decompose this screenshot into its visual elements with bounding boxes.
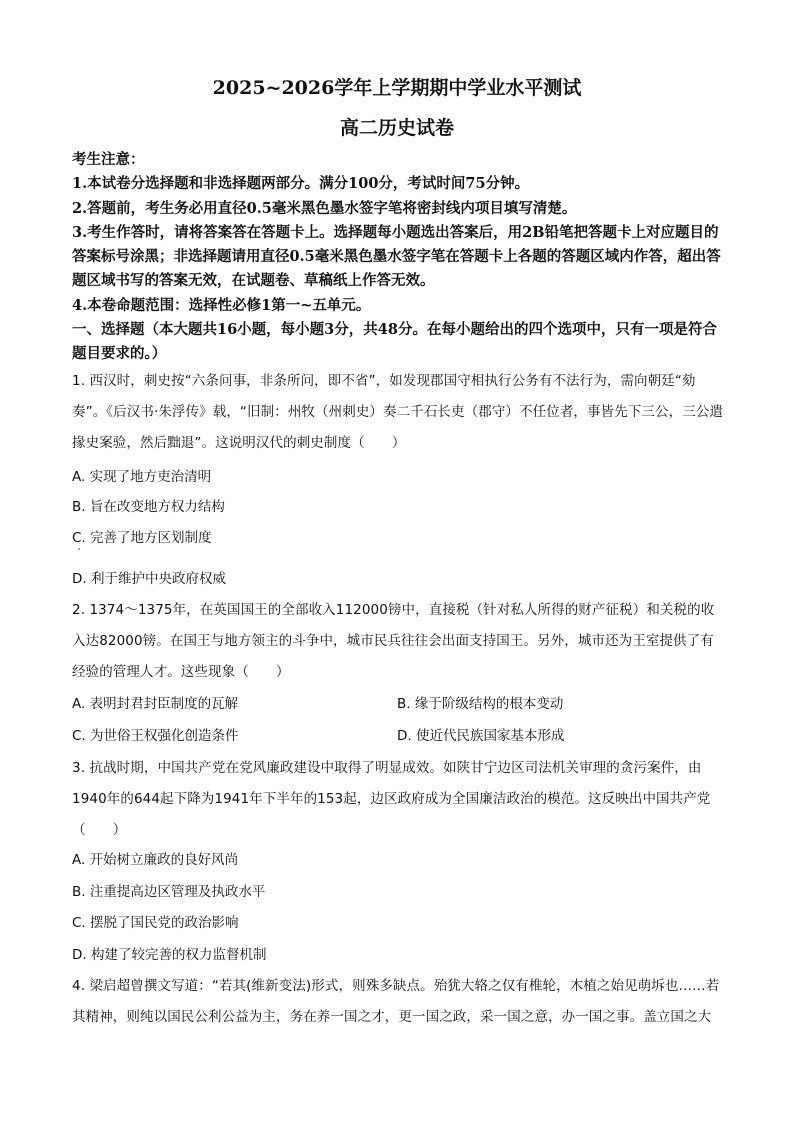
question-2-stem: 2. 1374～1375年，在英国国王的全部收入112000镑中，直接税（针对私人所得的财产征税）和关税的收入达82000镑。在国王与地方领主的斗争中，城市民兵往往会出面支持国王。另外，城市还为王室提供了有经验的管理人才。这些现象（ ） xyxy=(72,602,715,680)
question-3-stem: 3. 抗战时期，中国共产党在党风廉政建设中取得了明显成效。如陕甘宁边区司法机关审理的贪污案件，由1940年的644起下降为1941年下半年的153起，边区政府成为全国廉洁政治的模范。这反映出中国共产党（ ） xyxy=(72,760,711,838)
notes-item: 1.本试卷分选择题和非选择题两部分。满分100分，考试时间75分钟。 xyxy=(72,175,530,193)
notes-heading: 考生注意： xyxy=(72,151,145,168)
question-3-option-a: A. 开始树立廉政的良好风尚 xyxy=(72,852,239,868)
question-2-option-c: C. 为世俗王权强化创造条件 xyxy=(72,728,239,744)
notes-item: 3.考生作答时，请将答案答在答题卡上。选择题每小题选出答案后，用2B铅笔把答题卡上对应题目的答案标号涂黑；非选择题请用直径0.5毫米黑色墨水签字笔在答题卡上各题的答题区域内作答，超出答题区域书写的答案无效，在试题卷、草稿纸上作答无效。 xyxy=(72,223,721,290)
question-2-option-b: B. 缘于阶级结构的根本变动 xyxy=(397,696,564,712)
exam-title: 2025~2026学年上学期期中学业水平测试 xyxy=(212,77,582,99)
question-1-option-a: A. 实现了地方吏治清明 xyxy=(72,469,212,485)
question-2-option-a: A. 表明封君封臣制度的瓦解 xyxy=(72,696,239,712)
question-4-stem: 4. 梁启超曾撰文写道：“若其(维新变法)形式，则殊多缺点。殆犹大辂之仅有椎轮，木植之始见萌坼也……若其精神，则纯以国民公利公益为主，务在养一国之才，更一国之政，采一国之意，办一国之事。盖立国之大 xyxy=(72,978,720,1025)
notes-block xyxy=(72,148,724,318)
exam-subtitle: 高二历史试卷 xyxy=(339,117,454,139)
section-heading: 一、选择题（本大题共16小题，每小题3分，共48分。在每小题给出的四个选项中，只有一项是符合题目要求的。） xyxy=(72,321,717,362)
question-1-option-b: B. 旨在改变地方权力结构 xyxy=(72,499,225,515)
notes-item: 4.本卷命题范围：选择性必修1第一~五单元。 xyxy=(72,296,371,314)
notes-item: 2.答题前，考生务必用直径0.5毫米黑色墨水签字笔将密封线内项目填写清楚。 xyxy=(72,199,577,217)
question-1-option-d: D. 利于维护中央政府权威 xyxy=(72,571,226,587)
question-3-option-c: C. 摆脱了国民党的政治影响 xyxy=(72,915,239,931)
question-2-option-d: D. 使近代民族国家基本形成 xyxy=(397,728,565,744)
stray-mark xyxy=(78,548,80,550)
question-1-option-c: C. 完善了地方区划制度 xyxy=(72,530,212,546)
question-3-option-d: D. 构建了较完善的权力监督机制 xyxy=(72,947,267,963)
question-1-stem: 1. 西汉时，刺史按“六条问事，非条所问，即不省”，如发现郡国守相执行公务有不法行为，需向朝廷“劾奏”。《后汉书·朱浮传》载，“旧制：州牧（州刺史）奏二千石长吏（郡守）不任位者，事皆先下三公，三公遣掾史案验，然后黜退”。这说明汉代的刺史制度（ ） xyxy=(72,373,724,451)
question-3-option-b: B. 注重提高边区管理及执政水平 xyxy=(72,884,266,900)
